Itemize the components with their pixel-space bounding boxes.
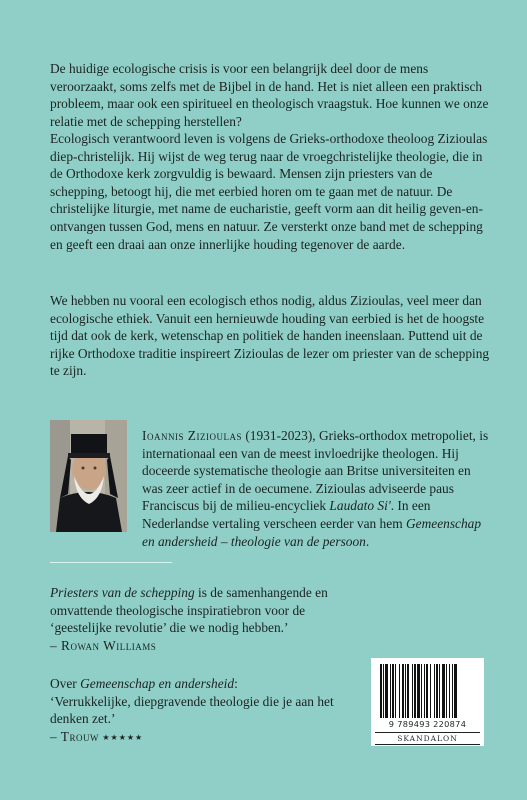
quote-2-text: ‘Verrukkelijke, diepgravende theologie die je aan het denken zet.’ [50, 693, 334, 727]
barcode-panel [371, 658, 484, 746]
isbn-number: 9 789493 220874 [388, 719, 467, 729]
publisher-logo: SKANDALON [375, 732, 480, 745]
review-quote-1 [50, 584, 350, 654]
earlier-book-title: Gemeenschap en andersheid – theologie van de persoon [142, 515, 482, 549]
author-bio-text-3: . [365, 533, 370, 549]
blurb-paragraph-2: Ecologisch verantwoord leven is volgens de Grieks-orthodoxe theoloog Zizioulas diep-christelijk. Hij wijst de weg terug naar de vroegchristelijke theologie, die in de Orthodoxe kerk zorgvuldig is bewaard. Mensen zijn priesters van de schepping, betoogt hij, die met eerbied horen om te gaan met de natuur. De christelijke liturgie, met name de eucharistie, geeft vorm aan dit heilig geven-en-ontvangen tussen God, mens en natuur. Ze versterkt onze band met de schepping en geeft een draai aan onze innerlijke houding tegenover de aarde. [50, 131, 488, 252]
barcode-icon [379, 664, 476, 718]
author-name: Ioannis Zizioulas [142, 428, 242, 443]
quote-2-attribution [50, 728, 350, 747]
author-bio-text-2: . In een Nederlandse vertaling verscheen eerder van hem [142, 498, 431, 531]
quote-1-text: is de samenhangende en omvattende theologische inspiratiebron voor de ‘geestelijke revolutie’ die we nodig hebben.’ [50, 585, 328, 636]
quote-2-title: Gemeenschap en andersheid [80, 676, 235, 691]
blurb-paragraph-1: De huidige ecologische crisis is voor een belangrijk deel door de mens veroorzaakt, soms zelfs met de Bijbel in de hand. Het is niet alleen een praktisch probleem, maar ook een spiritueel en theologisch vraagstuk. Hoe kunnen we onze relatie met de schepping herstellen? [50, 61, 489, 129]
quote-2-source: – Trouw [50, 728, 99, 744]
author-bio-text-1: (1931-2023), Grieks-orthodox metropoliet, is internationaal een van de meest invloedrijke theologen. Hij doceerde systematische theologie aan Britse universiteiten en was zeer actief in de oecumene. Zizioulas adviseerde paus Franciscus bij de milieu-encycliek [142, 428, 489, 514]
encyclical-title: Laudato Si' [329, 498, 391, 514]
author-portrait-image [50, 420, 127, 532]
author-photo [50, 420, 127, 532]
quote-1-title: Priesters van de schepping [50, 585, 195, 600]
blurb-paragraph-3: We hebben nu vooral een ecologisch ethos nodig, aldus Zizioulas, veel meer dan ecologische ethiek. Vanuit een hernieuwde houding van eerbied is het de hoogste tijd dat ook de kerk, wetenschap en politiek de handen ineenslaan. Puttend uit de rijke Orthodoxe traditie inspireert Zizioulas de lezer om priester van de schepping te zijn. [50, 293, 490, 379]
review-quote-2 [50, 675, 350, 746]
author-bio [142, 427, 490, 550]
quote-2-suffix: : [234, 676, 238, 691]
rating-stars-icon: ★★★★★ [102, 732, 144, 742]
quote-1-source: – Rowan Williams [50, 637, 157, 653]
section-divider [50, 562, 172, 563]
quote-2-prefix: Over [50, 676, 81, 691]
